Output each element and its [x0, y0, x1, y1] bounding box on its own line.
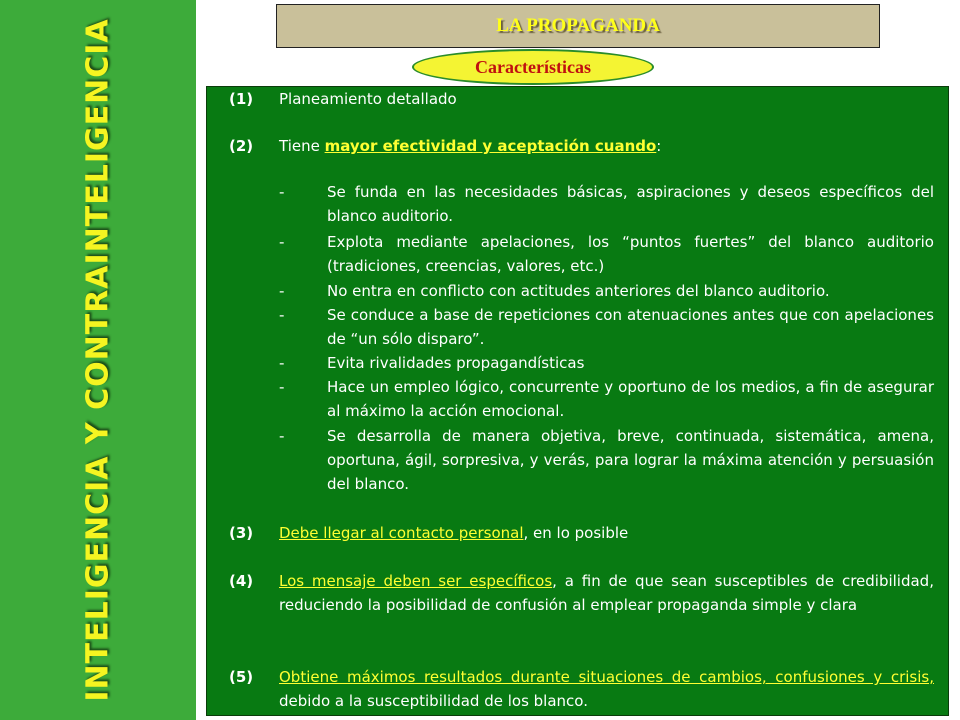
bullet-item	[279, 180, 934, 228]
item-number: (1)	[229, 90, 254, 108]
bullet-dash: -	[279, 378, 285, 396]
title-banner	[276, 4, 880, 48]
item-highlight: Obtiene máximos resultados durante situaciones de cambios, confusiones y crisis,	[279, 668, 934, 686]
bullet-item	[279, 230, 934, 278]
subtitle-pill	[412, 49, 654, 85]
bullet-dash: -	[279, 233, 285, 251]
bullet-item	[279, 303, 934, 351]
item-highlight: Debe llegar al contacto personal	[279, 524, 524, 542]
bullet-text: Hace un empleo lógico, concurrente y oportuno de los medios, a fin de asegurar al máximo la acción emocional.	[327, 378, 934, 420]
list-item	[229, 665, 934, 713]
page-title: LA PROPAGANDA	[496, 15, 660, 36]
bullet-item	[279, 424, 934, 496]
bullet-dash: -	[279, 306, 285, 324]
bullet-text: No entra en conflicto con actitudes anteriores del blanco auditorio.	[327, 282, 830, 300]
item-text: Tiene	[279, 137, 325, 155]
bullet-item	[279, 351, 934, 375]
bullet-text: Se conduce a base de repeticiones con atenuaciones antes que con apelaciones de “un sólo disparo”.	[327, 306, 934, 348]
item-number: (4)	[229, 572, 254, 590]
bullet-text: Se funda en las necesidades básicas, aspiraciones y deseos específicos del blanco auditorio.	[327, 183, 934, 225]
item-text-end: , en lo posible	[523, 524, 629, 542]
bullet-text: Explota mediante apelaciones, los “puntos fuertes” del blanco auditorio (tradiciones, creencias, valores, etc.)	[327, 233, 934, 275]
sidebar-title: INTELIGENCIA Y CONTRAINTELIGENCIA	[80, 18, 116, 702]
list-item	[229, 521, 934, 545]
bullet-dash: -	[279, 427, 285, 445]
subtitle: Características	[475, 57, 591, 77]
list-item	[229, 134, 934, 158]
item-highlight: Los mensaje deben ser específicos	[279, 572, 553, 590]
list-item	[229, 87, 934, 111]
bullet-text: Evita rivalidades propagandísticas	[327, 354, 585, 372]
bullet-dash: -	[279, 183, 285, 201]
item-number: (5)	[229, 668, 254, 686]
item-highlight: mayor efectividad y aceptación cuando	[324, 137, 657, 155]
item-number: (2)	[229, 137, 254, 155]
item-number: (3)	[229, 524, 254, 542]
bullet-dash: -	[279, 354, 285, 372]
bullet-dash: -	[279, 282, 285, 300]
sidebar	[0, 0, 196, 720]
content-panel	[206, 86, 949, 716]
item-text: Planeamiento detallado	[279, 90, 457, 108]
list-item	[229, 569, 934, 617]
bullet-text: Se desarrolla de manera objetiva, breve, continuada, sistemática, amena, oportuna, ágil, sorpresiva, y verás, para lograr la máxima atención y persuasión del blanco.	[327, 427, 934, 493]
bullet-item	[279, 375, 934, 423]
item-text-end: , a fin de que sean susceptibles de credibilidad, reduciendo la posibilidad de confusión al emplear propaganda simple y clara	[279, 572, 934, 614]
bullet-item	[279, 279, 934, 303]
item-text-end: debido a la susceptibilidad de los blanco.	[279, 692, 588, 710]
item-text-end: :	[656, 137, 662, 155]
